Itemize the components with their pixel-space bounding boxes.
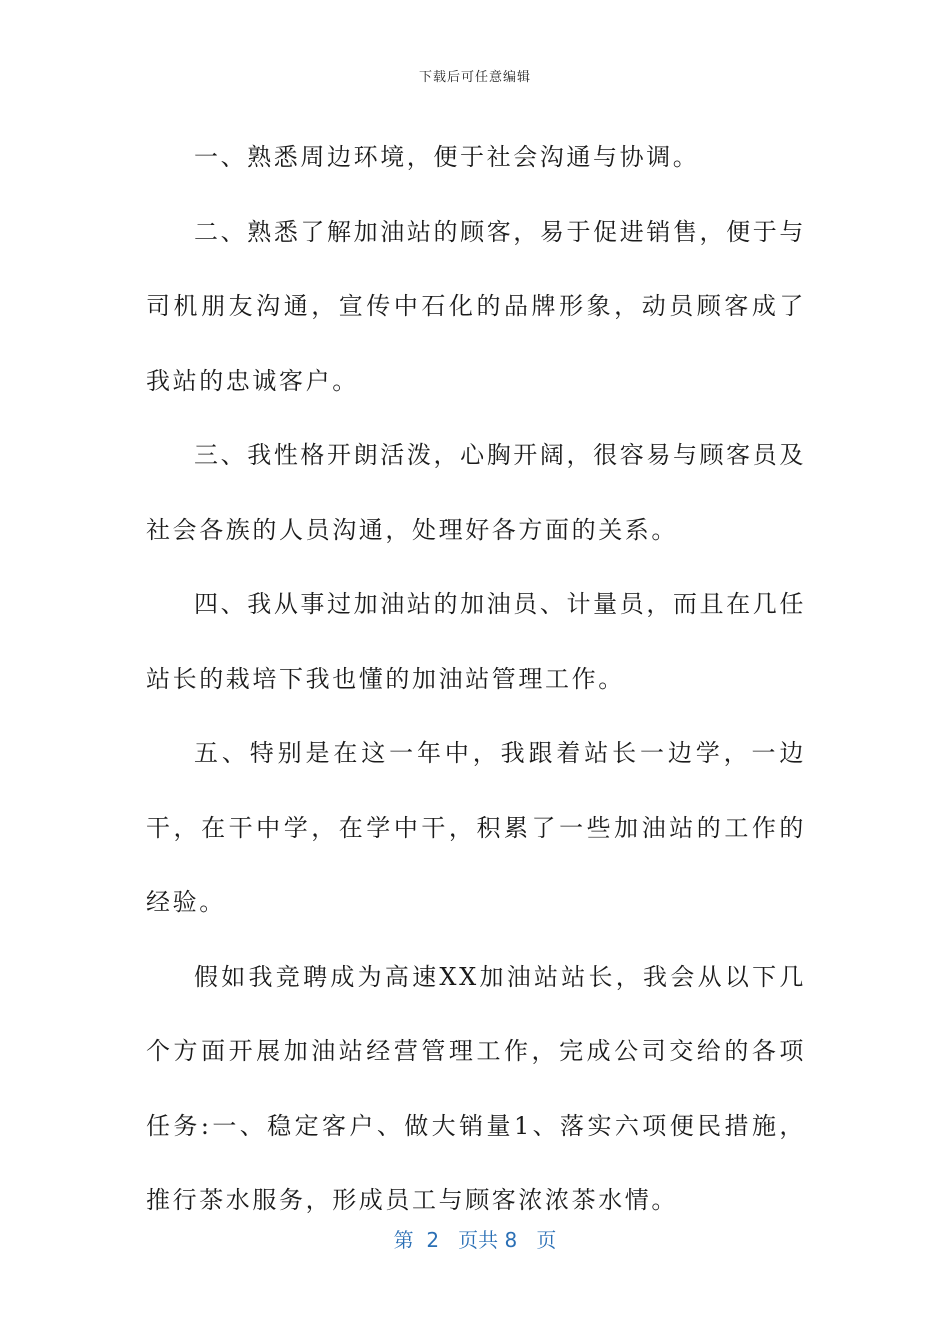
header-note: 下载后可任意编辑 <box>418 70 531 85</box>
current-page-number: 2 <box>426 1228 440 1252</box>
total-pages-number: 8 <box>504 1228 518 1252</box>
document-body <box>146 120 806 1238</box>
paragraph-4: 四、我从事过加油站的加油员、计量员，而且在几任站长的栽培下我也懂的加油站管理工作。 <box>146 590 806 693</box>
footer-prefix: 第 <box>393 1228 414 1252</box>
footer-mid: 页共 <box>458 1228 499 1252</box>
paragraph-5: 五、特别是在这一年中，我跟着站长一边学，一边干，在干中学，在学中干，积累了一些加油站的工作的经验。 <box>146 739 806 916</box>
footer-suffix: 页 <box>536 1228 557 1252</box>
paragraph-1: 一、熟悉周边环境，便于社会沟通与协调。 <box>194 143 700 171</box>
paragraph-3: 三、我性格开朗活泼，心胸开阔，很容易与顾客员及社会各族的人员沟通，处理好各方面的关系。 <box>146 441 806 544</box>
paragraph-6: 假如我竞聘成为高速XX加油站站长，我会从以下几个方面开展加油站经营管理工作，完成公司交给的各项任务:一、稳定客户、做大销量1、落实六项便民措施，推行茶水服务，形成员工与顾客浓浓茶水情。 <box>146 962 806 1214</box>
paragraph-2: 二、熟悉了解加油站的顾客，易于促进销售，便于与司机朋友沟通，宣传中石化的品牌形象，动员顾客成了我站的忠诚客户。 <box>146 217 806 395</box>
page-footer <box>0 1224 950 1253</box>
